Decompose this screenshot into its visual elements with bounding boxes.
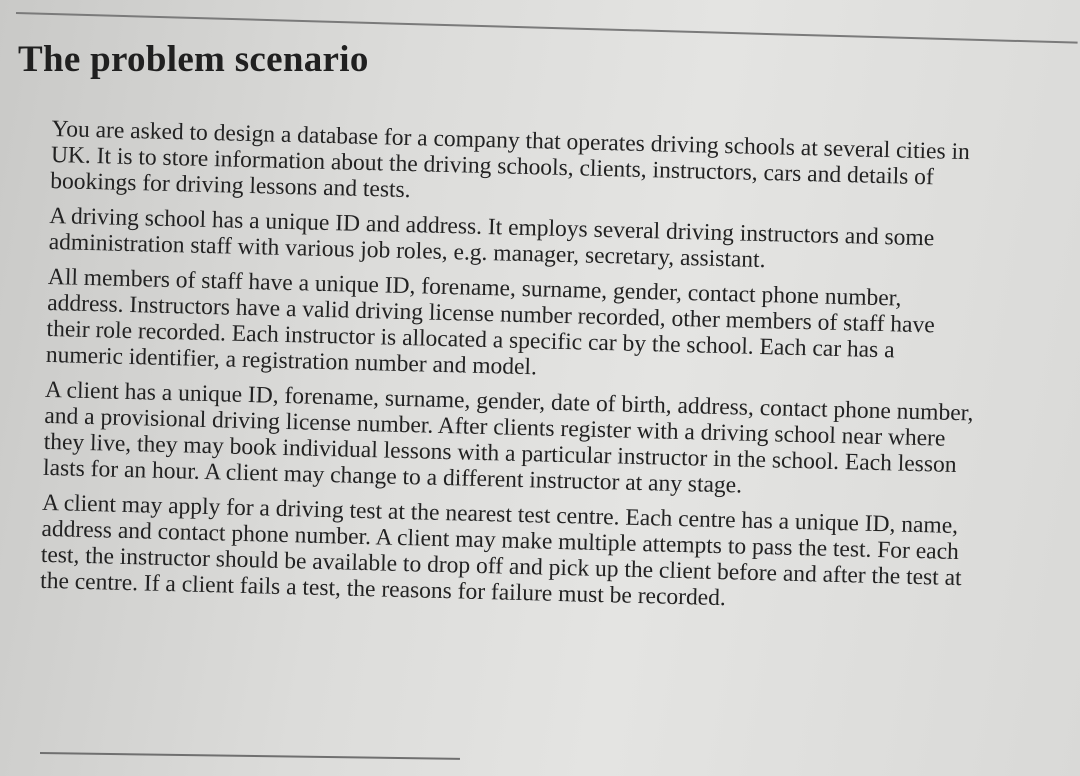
paragraph-intro: You are asked to design a database for a company that operates driving schools at several cities in UK. It is to store information about the driving schools, clients, instructors, cars and details of bookings for driving lessons and tests. (50, 116, 971, 204)
paragraph-test: A client may apply for a driving test at the nearest test centre. Each centre has a unique ID, name, address and contact phone number. A client may make multiple attempts to pass the test. For each test, the instructor should be available to drop off and pick up the client before and after the test at the centre. If a client fails a test, the reasons for failure must be recorded. (39, 489, 962, 612)
paragraph-client: A client has a unique ID, forename, surname, gender, date of birth, address, contact phone number, and a provisional driving license number. After clients register with a driving school near where they live, they may book individual lessons with a particular instructor in the school. Each lesson lasts for an hour. A client may change to a different instructor at any stage. (42, 376, 974, 499)
bottom-divider (40, 752, 460, 760)
scenario-body (40, 116, 982, 617)
paragraph-staff: All members of staff have a unique ID, forename, surname, gender, contact phone number, address. Instructors have a valid driving license number recorded, other members of staff have their role recorded. Each instructor is allocated a specific car by the school. Each car has a numeric identifier, a registration number and model. (45, 263, 936, 381)
paragraph-driving-school: A driving school has a unique ID and address. It employs several driving instructors and some administration staff with various job roles, e.g. manager, secretary, assistant. (48, 202, 935, 274)
page-title: The problem scenario (18, 39, 369, 80)
